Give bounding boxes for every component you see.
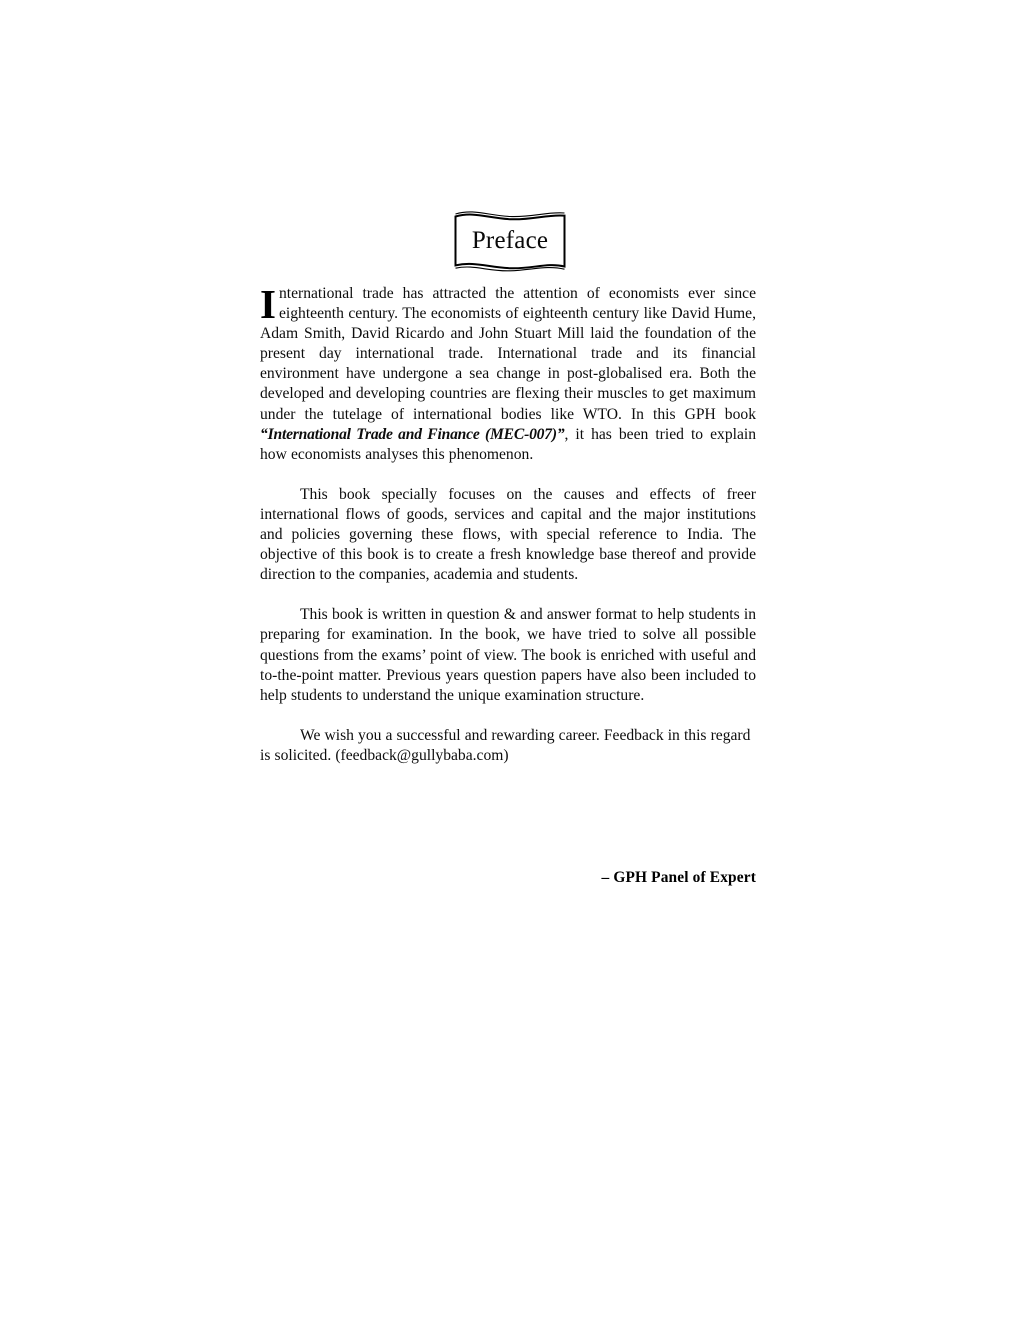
signature-line: – GPH Panel of Expert [601,869,756,886]
paragraph-2: This book specially focuses on the causes and effects of freer international flows of goods, services and capital and the major institutions and policies governing these flows, with special reference to India. The objective of this book is to create a fresh knowledge base thereof and provide direction to the companies, academia and students. [260,485,756,584]
paragraph-3: This book is written in question & and answer format to help students in preparing for examination. In the book, we have tried to solve all possible questions from the exams’ point of view. The book is enriched with useful and to-the-point matter. Previous years question papers have also been included to help students to understand the unique examination structure. [260,606,756,704]
book-title-emphasis: “International Trade and Finance (MEC-007)” [260,425,565,443]
preface-body [260,281,757,766]
page-title: Preface [471,227,549,254]
drop-cap-letter: I [260,281,276,327]
banner-box [452,206,568,276]
paragraph-4: We wish you a successful and rewarding career. Feedback in this regard is solicited. (feedback@gullybaba.com) [260,726,751,764]
paragraph-1-tail: , it has been tried to explain how economists analyses this phenomenon. [260,425,757,463]
paragraph-1 [260,281,757,465]
paragraph-1-lead: nternational trade has attracted the attention of economists ever since eighteenth century. The economists of eighteenth century like David Hume, Adam Smith, David Ricardo and John Stuart Mill laid the foundation of the present day international trade. International trade and its financial environment have undergone a sea change in post-globalised era. Both the developed and developing countries are flexing their muscles to get maximum under the tutelage of international bodies like WTO. In this GPH book [260,285,756,423]
preface-heading-banner [0,206,1020,276]
